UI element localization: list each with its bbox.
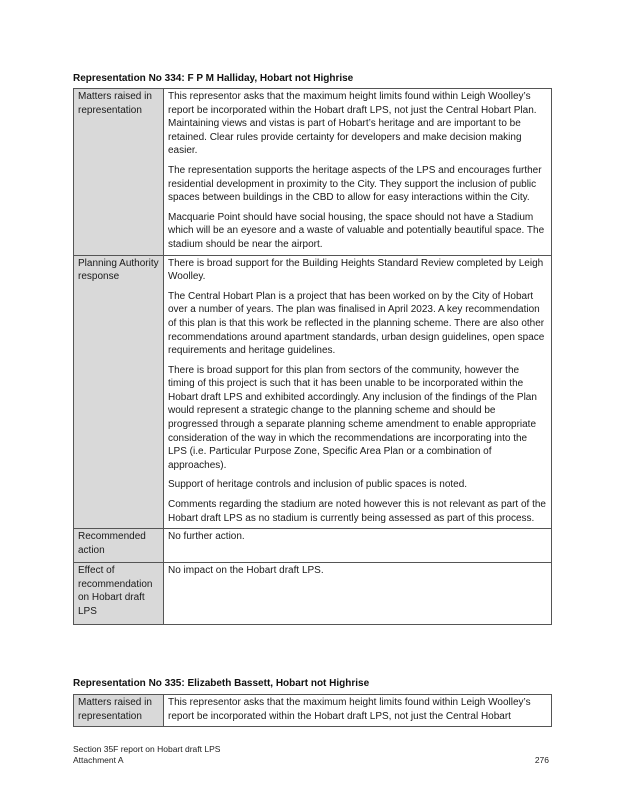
representation-334-table xyxy=(73,88,552,625)
paragraph: The representation supports the heritage aspects of the LPS and encourages further residential development in proximity to the City. They support the inclusion of public spaces between buildings in the CBD to allow for easy interactions within the City. xyxy=(168,164,542,204)
paragraph: Support of heritage controls and inclusion of public spaces is noted. xyxy=(168,479,468,491)
table-row-recommended-action xyxy=(74,529,552,563)
row-label: Matters raised in representation xyxy=(74,89,164,256)
paragraph: There is broad support for the Building Heights Standard Review completed by Leigh Woolley. xyxy=(168,257,544,283)
representation-335-table xyxy=(73,694,552,727)
row-content xyxy=(164,529,552,563)
paragraph: Comments regarding the stadium are noted however this is not relevant as part of the Hobart draft LPS as no stadium is currently being assessed as part of this process. xyxy=(168,499,546,524)
table-row-response xyxy=(74,255,552,529)
representation-335-heading: Representation No 335: Elizabeth Bassett, Hobart not Highrise xyxy=(73,678,370,689)
paragraph: Macquarie Point should have social housing, the space should not have a Stadium which will be an eyesore and a waste of valuable and potentially beautiful space. The stadium should be near the airport. xyxy=(168,211,545,250)
footer-attachment: Attachment A xyxy=(73,755,124,765)
table-row-matters xyxy=(74,89,552,256)
row-content xyxy=(164,695,552,727)
footer xyxy=(73,744,220,766)
footer-report-title: Section 35F report on Hobart draft LPS xyxy=(73,744,221,754)
row-content xyxy=(164,89,552,256)
row-content xyxy=(164,563,552,625)
paragraph: This representor asks that the maximum height limits found within Leigh Woolley’s report be incorporated within the Hobart draft LPS, not just the Central Hobart xyxy=(168,697,531,722)
paragraph: This representor asks that the maximum height limits found within Leigh Woolley’s report be incorporated within the Hobart draft LPS, not just the Central Hobart Plan. Maintaining views and vistas is part of Hobart’s heritage and are important to be retained. Clear rules provide certainty for developers and make decision making easier. xyxy=(168,91,537,157)
paragraph: The Central Hobart Plan is a project that has been worked on by the City of Hobart over a number of years. The plan was finalised in April 2023. A key recommendation of this plan is that this work be reflected in the planning scheme. There are also other recommendations around apartment standards, urban design guidelines, open space requirements and heritage guidelines. xyxy=(168,290,545,357)
table-row-effect xyxy=(74,563,552,625)
representation-334-heading: Representation No 334: F P M Halliday, Hobart not Highrise xyxy=(73,73,354,84)
row-label: Planning Authority response xyxy=(74,255,164,529)
row-content xyxy=(164,255,552,529)
paragraph: There is broad support for this plan from sectors of the community, however the timing of this project is such that it has been unable to be incorporated within the Hobart draft LPS and exhibited accordingly. Any inclusion of the findings of the Plan would represent a strategic change to the planning scheme and should be progressed through a separate planning scheme amendment to enable appropriate consideration of the way in which the recommendations are incorporating into the LPS (i.e. Particular Purpose Zone, Specific Area Plan or a combination of approaches). xyxy=(168,364,537,471)
row-label: Matters raised in representation xyxy=(74,695,164,727)
paragraph: No impact on the Hobart draft LPS. xyxy=(168,565,324,577)
table-row-matters xyxy=(74,695,552,727)
paragraph: No further action. xyxy=(168,531,245,543)
row-label: Effect of recommendation on Hobart draft LPS xyxy=(74,563,164,625)
row-label: Recommended action xyxy=(74,529,164,563)
page-number: 276 xyxy=(534,755,549,765)
